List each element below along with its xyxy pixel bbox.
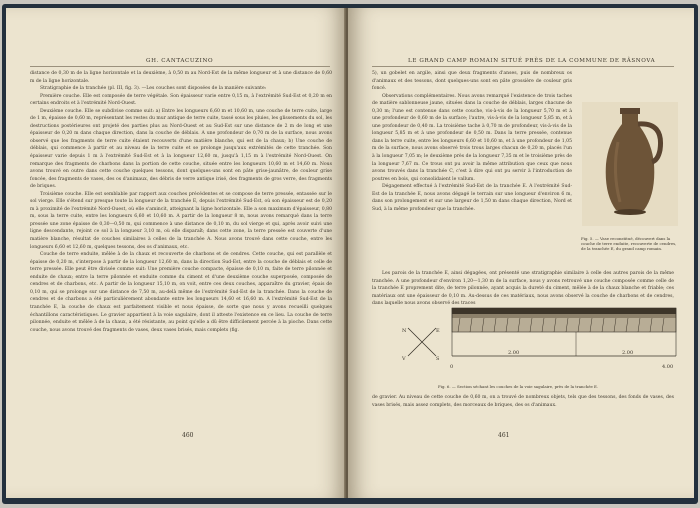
figure-5-caption: Fig. 5. — Vase reconstitué, découvert dans la couche de terre enduite, recouverte de cendres, de la tranchée E, du grand camp romain.	[581, 236, 677, 252]
compass-label: E	[436, 328, 440, 334]
section-heading-paragraph: Stratigraphie de la tranchée (pl. III, fig. 3). —Les couches sont disposées de la manière suivante:	[40, 86, 267, 92]
right-text-column-bottom	[372, 394, 674, 409]
paragraph: Première couche. Elle est composée de terre végétale. Son épaisseur varie entre 0,15 m, à l'extrémité Sud-Est et 0,20 m en certains endroits et à l'extrémité Nord-Ouest.	[30, 93, 332, 107]
paragraph: Couche de terre enduite, mêlée à de la chaux et recouverte de charbons et de cendres. Cette couche, qui est parallèle et épaisse de 0,20 m, s'interpose à partir de la longueur 12,60 m, dans la direction Sud-Est, entre la couche de déblais et celle de terre pressée. Elle peut être divisée comme suit: Une première couche compacte, épaisse de 0,10 m, faite de terre pilonnée et enduite de chaux; entre la terre pilonnée et enduite comme du ciment et d'une deuxième couche superposée, composée de cendres et de charbons, etc. A partir de la longueur 15,10 m, on voit, entre ces deux couches, apparaître du gravier, épais de 0,10 m, qui se prolonge sur une distance de 7,50 m, au-delà même de l'extrémité Sud-Est de la tranchée. Dans la couche de cendres et de charbons a été particulièrement abondante entre les longueurs 14,60 et 16,60 m. A l'extrémité Sud-Est de la tranchée E, la couche de chaux est parfaitement visible et nous épaisse, de sorte que nous y avons recueilli quelques échantillons caractéristiques. Le gravier appartient à la voie sagulaire, dont il atteste l'existence en ce lieu. La couche de terre pilonnée, enduite et mêlée à de la chaux, a été résistante, au point qu'elle a dû être difficilement percée à la pioche. Dans cette couche, nous avons trouvé des fragments de vases, deux vases brisés, mais complets (fig.	[30, 252, 332, 333]
compass-label: V	[402, 356, 406, 362]
compass-rose	[401, 328, 440, 362]
left-text-column	[30, 70, 332, 334]
scale-label: 2.00	[622, 350, 634, 356]
right-page	[348, 8, 694, 498]
compass-label: S	[436, 356, 440, 362]
paragraph: Les parois de la tranchée E, ainsi dégagées, ont présenté une stratigraphie similaire à celle des autres parois de la même tranchée. A une profondeur d'environ 1,20—1,30 m de la surface, nous y avons retrouvé une couche composée comme celle de la tranchée E proprement dite, de terre pilonnée, ayant acquis la dureté du ciment, mêlée à de la chaux blanche et friable; ces matériaux ont une épaisseur de 0,10 m. Au-dessus de ces matériaux, nous avons observé la couche de charbons et de cendres, dans laquelle nous avons observé des traces	[372, 271, 674, 307]
scale-label: 0	[450, 364, 454, 370]
scale-label: 4.00	[662, 364, 674, 370]
left-page-header: GH. CANTACUZINO	[146, 58, 214, 64]
section-diagram	[400, 298, 682, 380]
right-page-number: 461	[498, 432, 510, 439]
scale-bar	[450, 350, 676, 370]
reconstructed-vase-photo	[582, 102, 678, 226]
paragraph: Deuxième couche. Elle se subdivise comme suit: a) Entre les longueurs 6,60 m et 10,60 m, une couche de terre cuite, large de 1 m, épaisse de 0,60 m, représentant les restes du mur antique de terre cuite, tassé sous les pluies, les glissements du sol, les destructions postérieures ont projeté des parties plus au Nord-Ouest et au Sud-Est sur une distance de 2 m de long et une épaisseur de 0,20 m dans chaque direction, dans la couche de déblais. A une profondeur de 0,70 m de la surface, nous avons observé que les fragments de terre cuite étaient recouverts d'une matière blanche, qui est de la chaux; b) Une couche de déblais, qui commence à partir et au niveau de la terre cuite et se prolonge jusqu'aux extrémités de cette tranchée. Son épaisseur varie depuis 1 m à l'extrémité Sud-Est et à la longueur 12,60 m, jusqu'à 1,15 m à l'extrémité Nord-Ouest. On remarque des fragments de charbons dans la portion de cette couche, située entre les longueurs 10,60 m et 14,60 m. Nous avons trouvé en outre dans cette couche quelques tessons, dont quelques-uns sont en pâte grise-jaunâtre, de couleur grise foncée, des fragments de vases, des os d'animaux, des débris de verre antique irisé, des fragments de gros verre, des fragments de briques.	[30, 108, 332, 190]
paragraph: de gravier. Au niveau de cette couche de 0,60 m, on a trouvé de nombreux objets, tels que des tessons, des fonds de vases, des vases brisés, mais assez complets, des morceaux de briques, des os d'animaux.	[372, 395, 674, 408]
figure-6-caption: Fig. 6. — Section séchant les couches de la voie sagulaire, près de la tranchée E.	[438, 384, 599, 389]
paragraph: 5), un gobelet en argile, ainsi que deux fragments d'anses, puis de nombreux os d'animaux et des tessons, dont quelques-uns sont en pâte grossière de couleur gris foncé.	[372, 71, 572, 92]
scale-label: 2.00	[508, 350, 520, 356]
compass-label: N	[402, 328, 407, 334]
left-header-rule	[30, 66, 330, 67]
paragraph: Dégagement effectué à l'extrémité Sud-Est de la tranchée E. A l'extrémité Sud-Est de la tranchée E, nous avons dégagé le terrain sur une longueur d'environ 6 m, dans son prolongement et sur une largeur de 1,50 m dans chaque direction, Nord et Sud, à la même profondeur que la tranchée.	[372, 184, 572, 212]
left-page	[6, 8, 346, 498]
paragraph: distance de 0,30 m de la ligne horizontale et la deuxième, à 0,50 m au Nord-Est de la même longueur et à une distance de 0,60 m de la ligne horizontale.	[30, 71, 332, 84]
stratigraphy-section	[452, 308, 676, 356]
left-page-number: 460	[182, 432, 194, 439]
paragraph: Troisième couche. Elle est semblable par rapport aux couches précédentes et se compose de terre pressée, entassée sur le sol vierge. Elle s'étend sur presque toute la longueur de la tranchée E, depuis l'extrémité Sud-Est, où son épaisseur est de 0,20 m à proximité de l'extrémité Nord-Ouest, où elle s'amincit, atteignant la ligne horizontale. Elle a son maximum d'épaisseur, 0,80 m, sous la terre cuite, entre les longueurs 6,60 et 10,60 m. A partir de la longueur 8 m, nous avons remarqué dans la terre pressée une zone épaisse de 0,30—0,50 m, qui commence à une distance de 0,10 m, du sol vierge et qui, après avoir suivi une ligne descendante, rejoint ce sol à la longueur 3,10 m, où elle disparaît; dans cette zone, la terre pressée est couverte d'une matière blanche, résultat de couches similaires à celles de la tranchée A. Nous avons trouvé dans cette couche, entre les longueurs 6,60 et 12,60 m, quelques tessons, des os d'animaux, etc.	[30, 191, 332, 250]
right-header-rule	[372, 66, 674, 67]
right-text-column-top	[372, 70, 572, 213]
right-page-header: LE GRAND CAMP ROMAIN SITUÉ PRÈS DE LA COMMUNE DE RÂSNOVA	[408, 58, 656, 64]
paragraph: Observations complémentaires. Nous avons remarqué l'existence de trois taches de matière sablonneuse jaune, situées dans la couche de déblais, larges chacune de 0,30 m; l'une est contenue dans cette couche, vis-à-vis de la longueur 5,70 m et à une profondeur de 0,60 m de la surface; l'autre, vis-à-vis de la longueur 5,85 m, et à une profondeur de 0,40 m. La troisième tache à 0,70 m de profondeur, vis-à-vis de la longueur 5,85 m et à une profondeur de 0,50 m. Dans la terre pressée, contenue dans la terre cuite, entre les longueurs 6,60 et 10,60 m, et à une profondeur de 1,05 m de la surface, nous avons observé trois trous larges chacun de 0,20 m, placés l'un à la longueur 7,05 m; le deuxième près de la longueur 7,35 m et le troisième près de la longueur 7,67 m. Ce trous ont pu avoir la même attribution que ceux que nous avons trouvés dans la tranchée C, c'est à dire qui ont pu servir à l'introduction de poutres en bois, qui consolidaient le vallum.	[372, 93, 572, 182]
